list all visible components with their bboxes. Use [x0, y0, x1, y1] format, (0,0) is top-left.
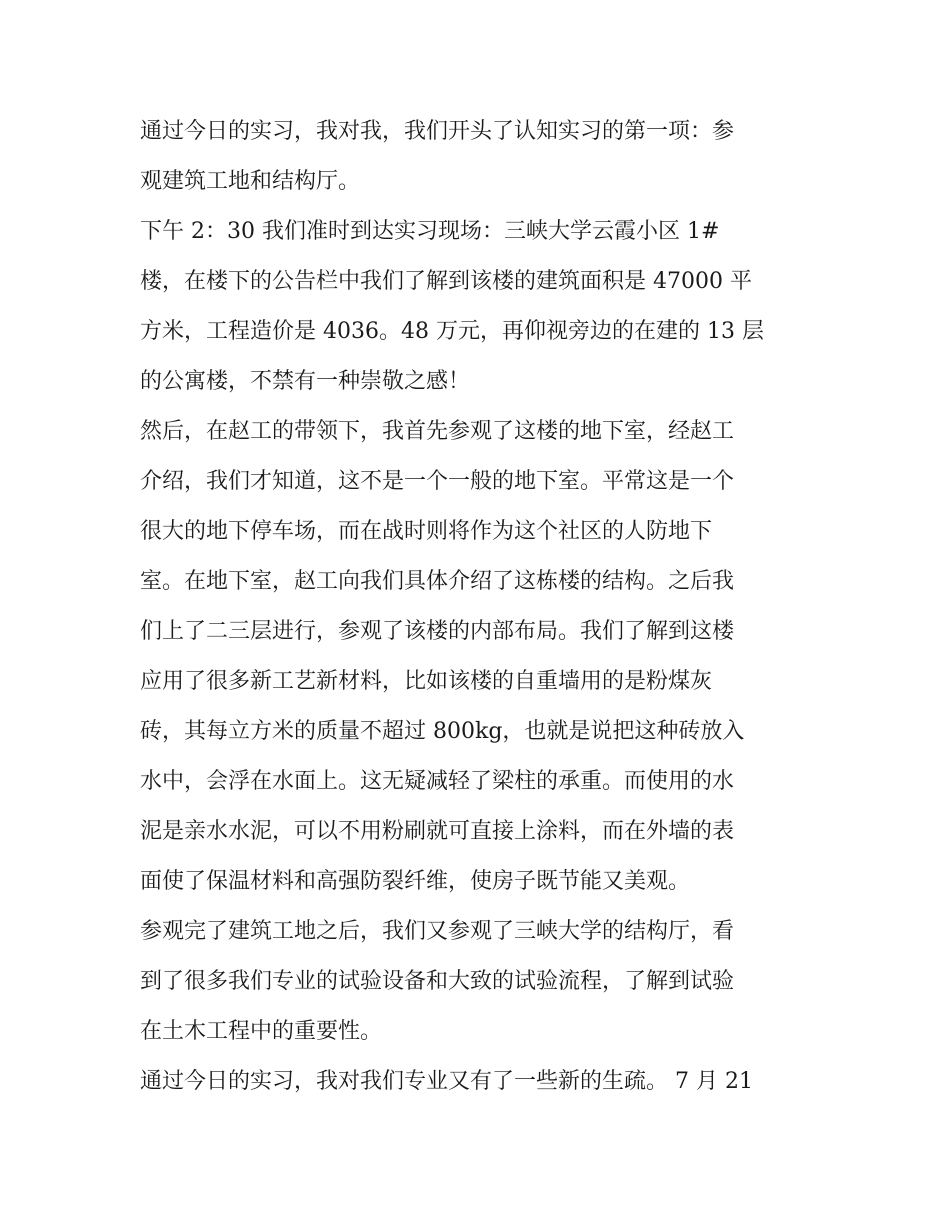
- text-line-12: 应用了很多新工艺新材料，比如该楼的自重墙用的是粉煤灰: [140, 669, 713, 694]
- text-line-10: 室。在地下室，赵工向我们具体介绍了这栋楼的结构。之后我: [140, 569, 735, 594]
- text-line-20: 通过今日的实习，我对我们专业又有了一些新的生疏。 7 月 21: [140, 1069, 753, 1094]
- text-line-14: 水中，会浮在水面上。这无疑减轻了梁柱的承重。而使用的水: [140, 769, 735, 794]
- text-line-1: 通过今日的实习，我对我，我们开头了认知实习的第一项：参: [140, 119, 735, 144]
- text-line-11: 们上了二三层进行，参观了该楼的内部布局。我们了解到这楼: [140, 619, 735, 644]
- text-line-18: 到了很多我们专业的试验设备和大致的试验流程，了解到试验: [140, 969, 735, 994]
- text-line-2: 观建筑工地和结构厅。: [140, 169, 361, 194]
- text-line-7: 然后，在赵工的带领下，我首先参观了这楼的地下室，经赵工: [140, 419, 735, 444]
- text-line-16: 面使了保温材料和高强防裂纤维，使房子既节能又美观。: [140, 869, 691, 894]
- text-line-4: 楼，在楼下的公告栏中我们了解到该楼的建筑面积是 47000 平: [140, 269, 752, 294]
- text-line-15: 泥是亲水水泥，可以不用粉刷就可直接上涂料，而在外墙的表: [140, 819, 735, 844]
- text-line-5: 方米，工程造价是 4036。48 万元，再仰视旁边的在建的 13 层: [140, 319, 764, 344]
- text-line-6: 的公寓楼，不禁有一种崇敬之感！: [140, 369, 471, 394]
- text-line-19: 在土木工程中的重要性。: [140, 1019, 383, 1044]
- text-line-13: 砖，其每立方米的质量不超过 800kg，也就是说把这种砖放入: [140, 719, 745, 744]
- document-body: [140, 107, 820, 1107]
- text-line-8: 介绍，我们才知道，这不是一个一般的地下室。平常这是一个: [140, 469, 735, 494]
- text-line-17: 参观完了建筑工地之后，我们又参观了三峡大学的结构厅，看: [140, 919, 735, 944]
- text-line-3: 下午 2：30 我们准时到达实习现场：三峡大学云霞小区 1#: [140, 219, 720, 244]
- text-line-9: 很大的地下停车场，而在战时则将作为这个社区的人防地下: [140, 519, 713, 544]
